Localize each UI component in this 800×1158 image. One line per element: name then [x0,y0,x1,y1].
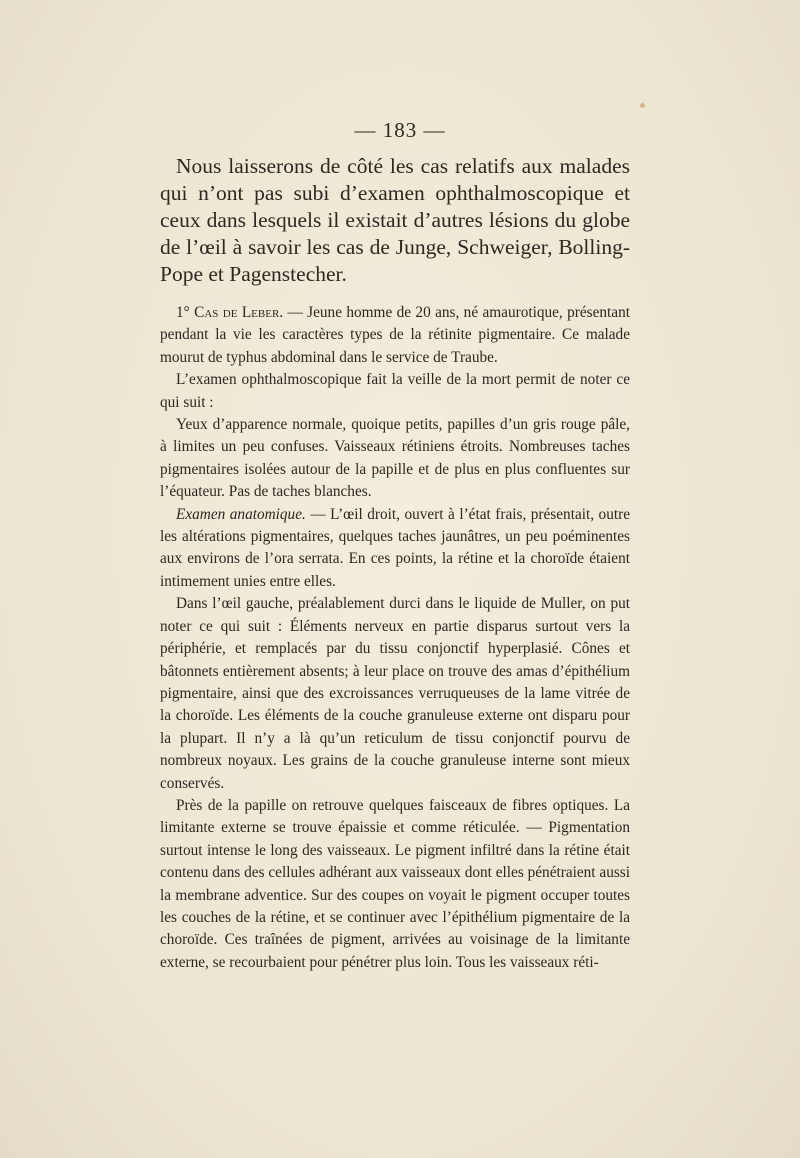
paper-speck [640,103,645,108]
page-number: — 183 — [354,118,446,142]
case-paragraph [160,302,630,369]
intro-paragraph: Nous laisserons de côté les cas relatifs aux malades qui n’ont pas subi d’examen ophthalmoscopique et ceux dans lesquels il existait d’autres lésions du globe de l’œil à savoir les cas de Junge, Schweiger, Bolling-Pope et Pagenstecher. [160,154,630,286]
case-title: Cas de Leber. [194,304,284,321]
body-text [160,153,630,974]
left-eye-paragraph: Dans l’œil gauche, préalablement durci dans le liquide de Muller, on put noter ce qui suit : Éléments nerveux en partie disparus surtout vers la périphérie, et remplacés par du tissu conjonctif hyperplasié. Cônes et bâtonnets entièrement absents; à leur place on trouve des amas d’épithélium pigmentaire, ainsi que des excroissances verruqueuses de la lame vitrée de la choroïde. Les éléments de la couche granuleuse externe ont disparu pour la plupart. Il n’y a là qu’un reticulum de tissu conjonctif pourvu de nombreux noyaux. Les grains de la couche granuleuse interne sont mieux conservés. [160,595,630,792]
anatomic-text: — L’œil droit, ouvert à l’état frais, présentait, outre les altérations pigmentaires, quelques taches jaunâtres, un peu poéminentes aux environs de l’ora serrata. En ces points, la rétine et la choroïde étaient intimement unies entre elles. [160,505,630,590]
anatomic-paragraph [160,504,630,594]
case-text: — Jeune homme de 20 ans, né amaurotique, présentant pendant la vie les caractères types de la rétinite pigmentaire. Ce malade mourut de typhus abdominal dans le service de Traube. [160,304,630,366]
exam-paragraph: L’examen ophthalmoscopique fait la veille de la mort permit de noter ce qui suit : [160,371,630,411]
anatomic-label: Examen anatomique. [176,505,306,523]
papilla-paragraph: Près de la papille on retrouve quelques faisceaux de fibres optiques. La limitante externe se trouve épaissie et comme réticulée. — Pigmentation surtout intense le long des vaisseaux. Le pigment infiltré dans la rétine était contenu dans des cellules adhérant aux vaisseaux dont elles pénétraient aussi la membrane adventice. Sur des coupes on voyait le pigment occuper toutes les couches de la rétine, et se continuer avec l’épithélium pigmentaire de la choroïde. Ces traînées de pigment, arrivées au voisinage de la limitante externe, se recourbaient pour pénétrer plus loin. Tous les vaisseaux réti- [160,796,630,971]
eyes-paragraph: Yeux d’apparence normale, quoique petits, papilles d’un gris rouge pâle, à limites un peu confuses. Vaisseaux rétiniens étroits. Nombreuses taches pigmentaires isolées autour de la papille et de plus en plus confluentes sur l’équateur. Pas de taches blanches. [160,416,630,501]
case-number: 1° [176,304,190,321]
